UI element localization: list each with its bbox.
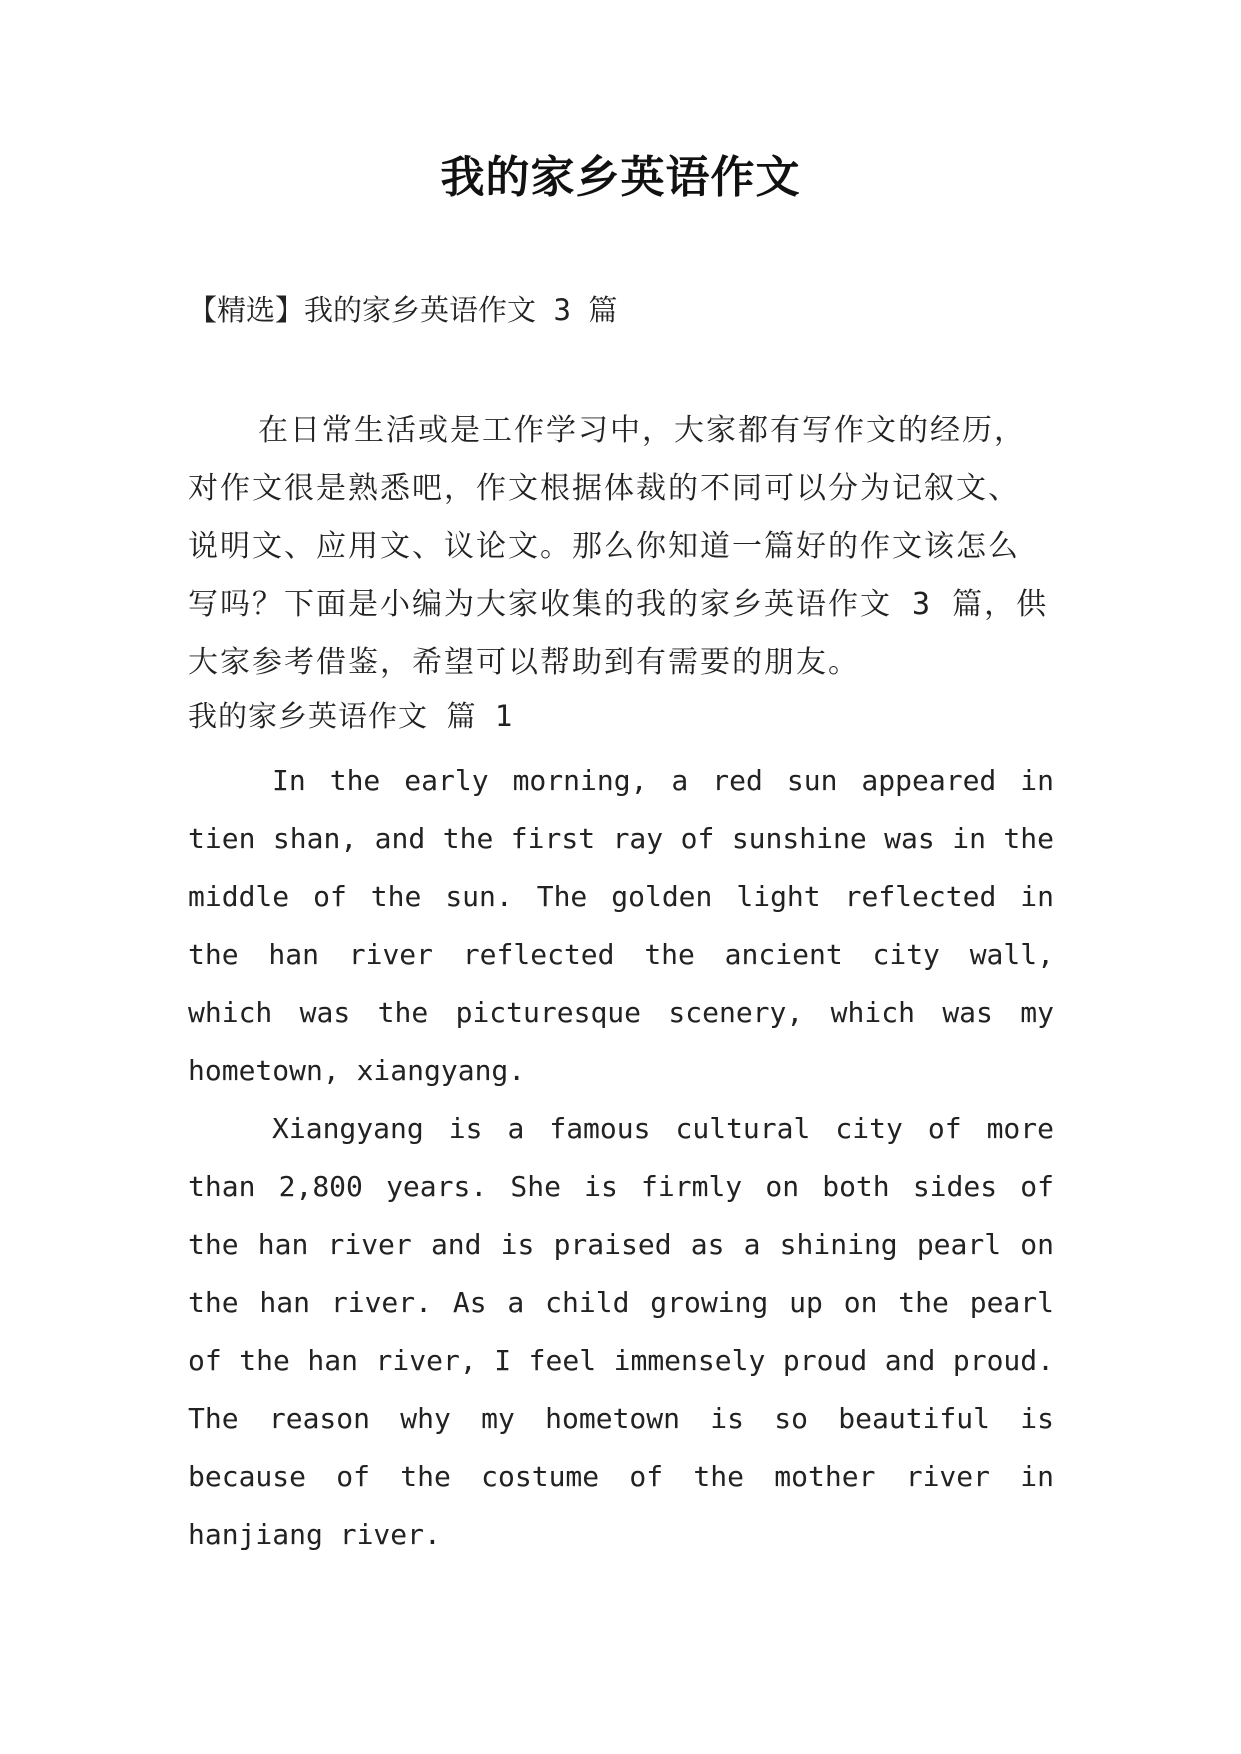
intro-paragraph xyxy=(188,402,1068,692)
paragraph-line: hometown, xiangyang. xyxy=(188,1054,526,1087)
paragraph-line: of the han river, I feel immensely proud and proud. xyxy=(188,1344,1054,1377)
intro-line: 说明文、应用文、议论文。那么你知道一篇好的作文该怎么 xyxy=(188,529,1020,564)
paragraph-line: the han river. As a child growing up on the pearl xyxy=(188,1286,1054,1319)
essay-paragraph-1 xyxy=(188,752,1054,1100)
paragraph-line: hanjiang river. xyxy=(188,1518,441,1551)
paragraph-line: tien shan, and the first ray of sunshine was in the xyxy=(188,822,1054,855)
paragraph-line: because of the costume of the mother river in xyxy=(188,1460,1054,1493)
paragraph-line: the han river and is praised as a shining pearl on xyxy=(188,1228,1054,1261)
intro-line: 在日常生活或是工作学习中，大家都有写作文的经历， xyxy=(258,413,1026,448)
document-title: 我的家乡英语作文 xyxy=(440,152,801,203)
paragraph-line: Xiangyang is a famous cultural city of more xyxy=(272,1112,1054,1145)
document-subtitle: 【精选】我的家乡英语作文 3 篇 xyxy=(188,293,618,327)
paragraph-line: the han river reflected the ancient city wall, xyxy=(188,938,1054,971)
intro-line: 对作文很是熟悉吧，作文根据体裁的不同可以分为记叙文、 xyxy=(188,471,1020,506)
paragraph-line: than 2,800 years. She is firmly on both sides of xyxy=(188,1170,1054,1203)
paragraph-line: middle of the sun. The golden light reflected in xyxy=(188,880,1054,913)
intro-line: 大家参考借鉴，希望可以帮助到有需要的朋友。 xyxy=(188,645,860,680)
paragraph-line: The reason why my hometown is so beautiful is xyxy=(188,1402,1054,1435)
paragraph-line: In the early morning, a red sun appeared in xyxy=(272,764,1054,797)
section-heading: 我的家乡英语作文 篇 1 xyxy=(188,699,514,733)
essay-paragraph-2 xyxy=(188,1100,1054,1564)
paragraph-line: which was the picturesque scenery, which was my xyxy=(188,996,1054,1029)
intro-line: 写吗？下面是小编为大家收集的我的家乡英语作文 3 篇，供 xyxy=(188,587,1049,622)
